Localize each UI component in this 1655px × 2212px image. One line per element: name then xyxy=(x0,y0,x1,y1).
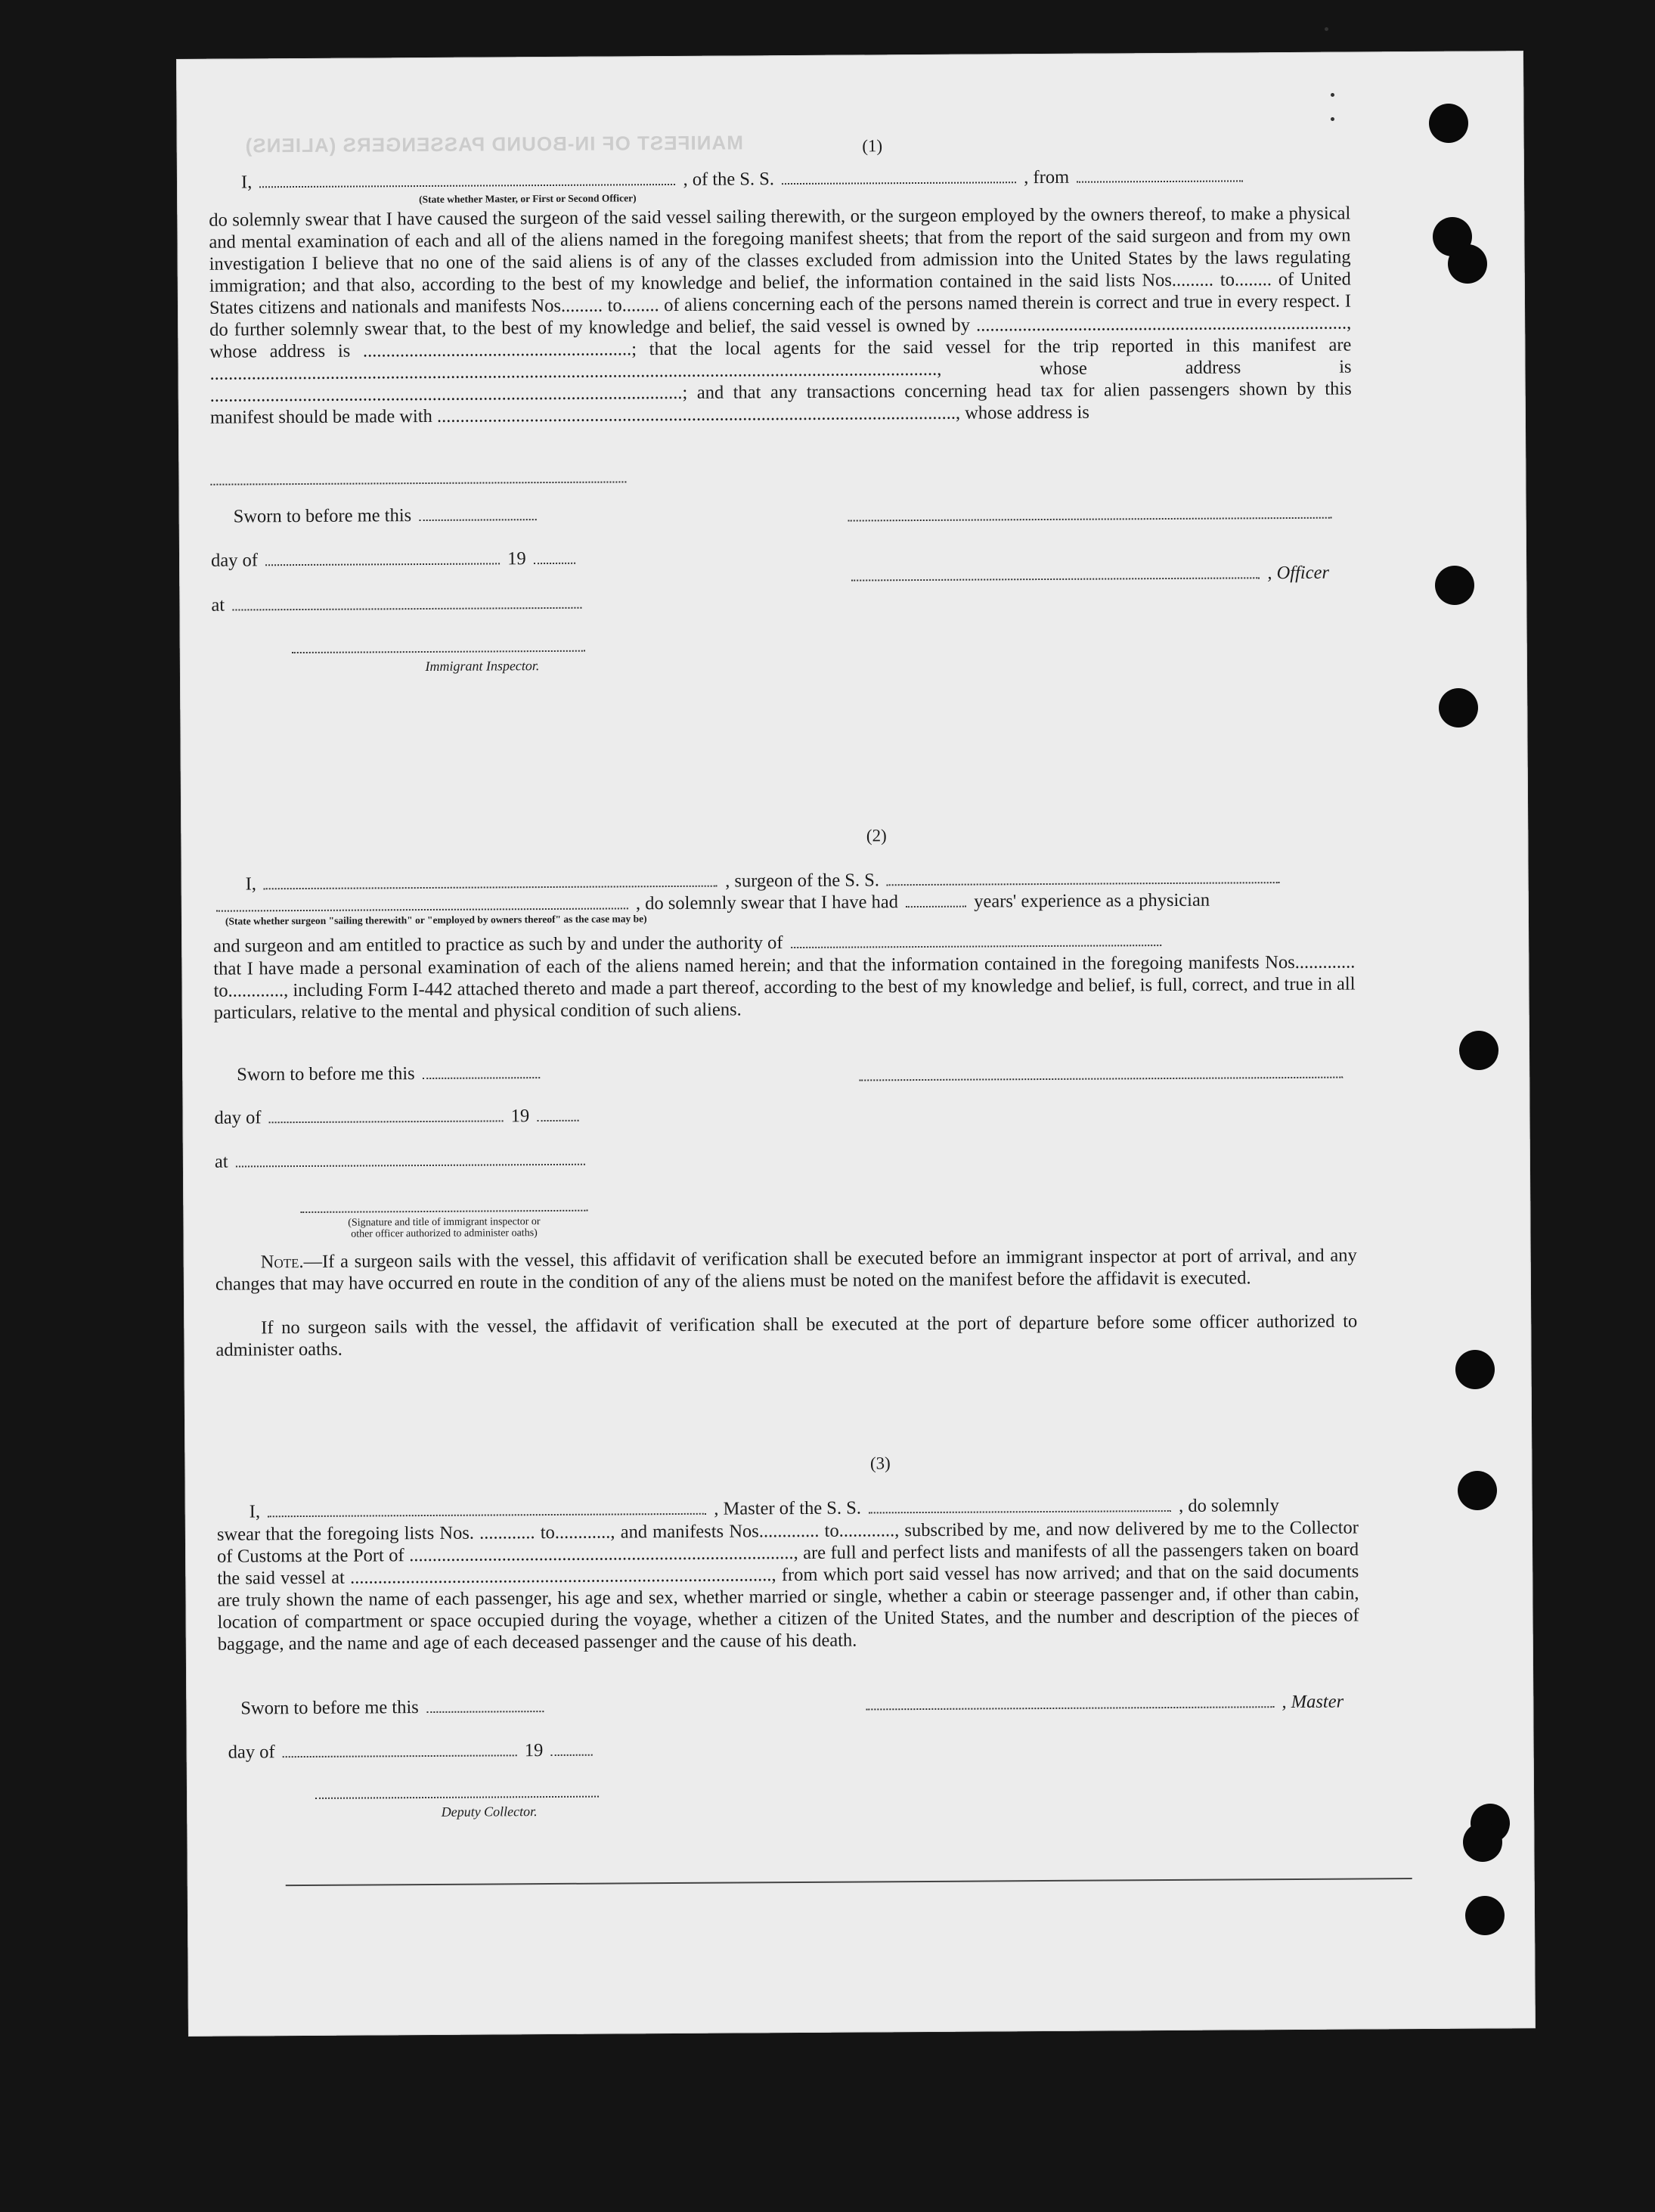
section-2-day-of xyxy=(214,1106,581,1129)
section-2-at xyxy=(215,1149,588,1173)
day-of-field[interactable] xyxy=(265,563,500,566)
of-ss-label: , of the S. S. xyxy=(683,169,775,190)
dust-speck xyxy=(1325,27,1328,31)
sworn-date-field[interactable] xyxy=(423,1077,540,1079)
section-3-body: swear that the foregoing lists Nos. ............ to............, and manifests Nos............. to............, subscribed by me, and now delivered by me to the Collector of Customs at the Port of ..................................................................................., are full and perfect lists and manifests of all the passengers taken on board the said vessel at ..........................................................................................., from which port said vessel has now arrived; and that on the said documents are truly shown the name of each passenger, his age and sex, whether married or single, whether a cabin or steerage passenger and, if other than cabin, location of compartment or space occupied during the voyage, whether a citizen of the United States, and the number and description of the pieces of baggage, and the name and age of each deceased passenger and the cause of his death. xyxy=(216,1517,1359,1655)
solemnly-label: , do solemnly xyxy=(1179,1495,1279,1516)
inspector-label: Immigrant Inspector. xyxy=(425,658,540,675)
year-field[interactable] xyxy=(551,1754,593,1756)
section-1-address-field[interactable] xyxy=(210,481,626,485)
officer-name-signature-field[interactable] xyxy=(851,577,1260,581)
officer-name-field[interactable] xyxy=(259,184,675,188)
from-port-field[interactable] xyxy=(1077,180,1243,182)
sworn-label: Sworn to before me this xyxy=(237,1063,415,1085)
year-field[interactable] xyxy=(534,563,575,564)
master-label: , Master xyxy=(1282,1691,1344,1713)
section-2-body: that I have made a personal examination of each of the aliens named herein; and that the information contained in the foregoing manifests Nos............. to............, including Form I-442 attached thereto and made a part thereof, according to the best of my knowledge and belief, is full, correct, and true in all particulars, relative to the mental and physical condition of such aliens. xyxy=(213,951,1356,1023)
years-field[interactable] xyxy=(906,906,966,907)
day-of-field[interactable] xyxy=(283,1754,517,1758)
surgeon-of-ss-label: , surgeon of the S. S. xyxy=(725,870,879,892)
bottom-rule xyxy=(286,1878,1412,1886)
dust-speck xyxy=(1331,93,1334,97)
collector-label: Deputy Collector. xyxy=(441,1804,538,1820)
i-label: I, xyxy=(245,873,257,895)
section-1-number: (1) xyxy=(862,136,883,156)
i-label: I, xyxy=(240,172,253,193)
collector-signature-field[interactable] xyxy=(315,1796,599,1799)
vessel-name-field[interactable] xyxy=(782,181,1016,185)
witness-signature-field[interactable] xyxy=(300,1210,587,1213)
binding-hole xyxy=(1458,1471,1497,1510)
sworn-date-field[interactable] xyxy=(426,1711,544,1713)
master-name-field[interactable] xyxy=(268,1513,706,1518)
binding-hole xyxy=(1459,1031,1498,1070)
at-place-field[interactable] xyxy=(232,607,581,611)
surgeon-status-field[interactable] xyxy=(216,907,628,911)
note-label: Note. xyxy=(260,1252,304,1273)
binding-hole xyxy=(1465,1896,1505,1935)
note-paragraph xyxy=(215,1244,1357,1295)
surgeon-note: (State whether surgeon "sailing therewith" or "employed by owners thereof" as the case may be) xyxy=(225,913,647,927)
manifest-sheet xyxy=(176,51,1536,2037)
section-2-number: (2) xyxy=(866,826,887,845)
note-paragraph-2: If no surgeon sails with the vessel, the affidavit of verification shall be executed at the port of departure before some officer authorized to administer oaths. xyxy=(215,1311,1358,1360)
master-signature-field[interactable] xyxy=(866,1706,1274,1710)
section-1-day-of xyxy=(211,548,578,572)
year-label: 19 xyxy=(510,1106,530,1127)
binding-hole xyxy=(1435,566,1474,605)
master-of-ss-label: , Master of the S. S. xyxy=(714,1497,861,1519)
sworn-label: Sworn to before me this xyxy=(233,505,412,527)
binding-hole xyxy=(1439,688,1478,728)
binding-hole xyxy=(1463,1823,1502,1862)
sworn-date-field[interactable] xyxy=(419,519,536,521)
swear-label: , do solemnly swear that I have had xyxy=(635,892,899,914)
master-vessel-field[interactable] xyxy=(869,1510,1171,1513)
surgeon-name-field[interactable] xyxy=(264,886,717,890)
from-label: , from xyxy=(1024,166,1070,188)
inspector-signature-field[interactable] xyxy=(292,650,585,653)
officer-signature-field[interactable] xyxy=(848,517,1332,522)
binding-hole xyxy=(1429,104,1468,143)
authority-field[interactable] xyxy=(791,945,1161,948)
day-of-label: day of xyxy=(228,1742,275,1763)
at-label: at xyxy=(211,594,225,616)
section-1-at xyxy=(211,593,584,616)
year-label: 19 xyxy=(507,548,526,569)
section-3-master xyxy=(863,1692,1344,1716)
officer-label: , Officer xyxy=(1267,562,1330,584)
day-of-label: day of xyxy=(214,1107,262,1128)
section-3-day-of xyxy=(228,1740,596,1764)
note-body: —If a surgeon sails with the vessel, this affidavit of verification shall be executed before an immigrant inspector at port of arrival, and any changes that may have occurred en route in the condition of any of the aliens must be noted on the manifest before the affidavit is executed. xyxy=(215,1245,1357,1295)
year-field[interactable] xyxy=(537,1120,578,1122)
day-of-label: day of xyxy=(210,550,259,571)
year-label: 19 xyxy=(524,1740,544,1761)
at-place-field[interactable] xyxy=(236,1164,585,1168)
section-1-first-line xyxy=(241,166,1246,193)
bleed-through-heading: MANIFEST OF IN-BOUND PASSENGERS (ALIENS) xyxy=(244,131,743,157)
section-1-sworn xyxy=(234,504,540,527)
sworn-label: Sworn to before me this xyxy=(240,1697,419,1719)
officer-note: (State whether Master, or First or Second Officer) xyxy=(419,192,637,206)
signature-note-2: other officer authorized to administer oaths) xyxy=(351,1227,538,1240)
authority-label: and surgeon and am entitled to practice as such by and under the authority of xyxy=(213,932,783,957)
section-1-officer xyxy=(848,563,1329,587)
binding-hole xyxy=(1455,1350,1495,1389)
surgeon-vessel-field[interactable] xyxy=(887,882,1280,886)
binding-hole xyxy=(1448,244,1487,284)
section-3-number: (3) xyxy=(869,1453,891,1473)
dust-speck xyxy=(1331,117,1334,121)
section-1-body: do solemnly swear that I have caused the surgeon of the said vessel sailing therewith, or the surgeon employed by the owners thereof, to make a physical and mental examination of each and all of the aliens named in the foregoing manifest sheets; that from the report of the said surgeon and from my own investigation I believe that no one of the said aliens is of any of the classes excluded from admission into the United States by the laws regulating immigration; and that also, according to the best of my knowledge and belief, the information contained in the said lists Nos......... to........ of United States citizens and nationals and manifests Nos......... to........ of aliens concerning each of the persons named therein is correct and true in every respect. I do further solemnly swear that, to the best of my knowledge and belief, the said vessel is owned by ................................................................................, whose address is ..........................................................; that the local agents for the said vessel for the trip reported in this manifest are ............................................................................................................................................................., whose address is ......................................................................................................; and that any transactions concerning head tax for alien passengers shown by this manifest should be made with ................................................................................................................, whose address is xyxy=(209,203,1352,428)
i-label: I, xyxy=(249,1501,261,1522)
signature-note-1: (Signature and title of immigrant inspector or xyxy=(348,1216,541,1229)
section-3-sworn xyxy=(240,1696,547,1719)
day-of-field[interactable] xyxy=(269,1120,504,1123)
years-label: years' experience as a physician xyxy=(974,889,1210,912)
section-2-sworn xyxy=(237,1063,543,1085)
at-label: at xyxy=(214,1151,228,1172)
surgeon-signature-field[interactable] xyxy=(859,1077,1343,1081)
